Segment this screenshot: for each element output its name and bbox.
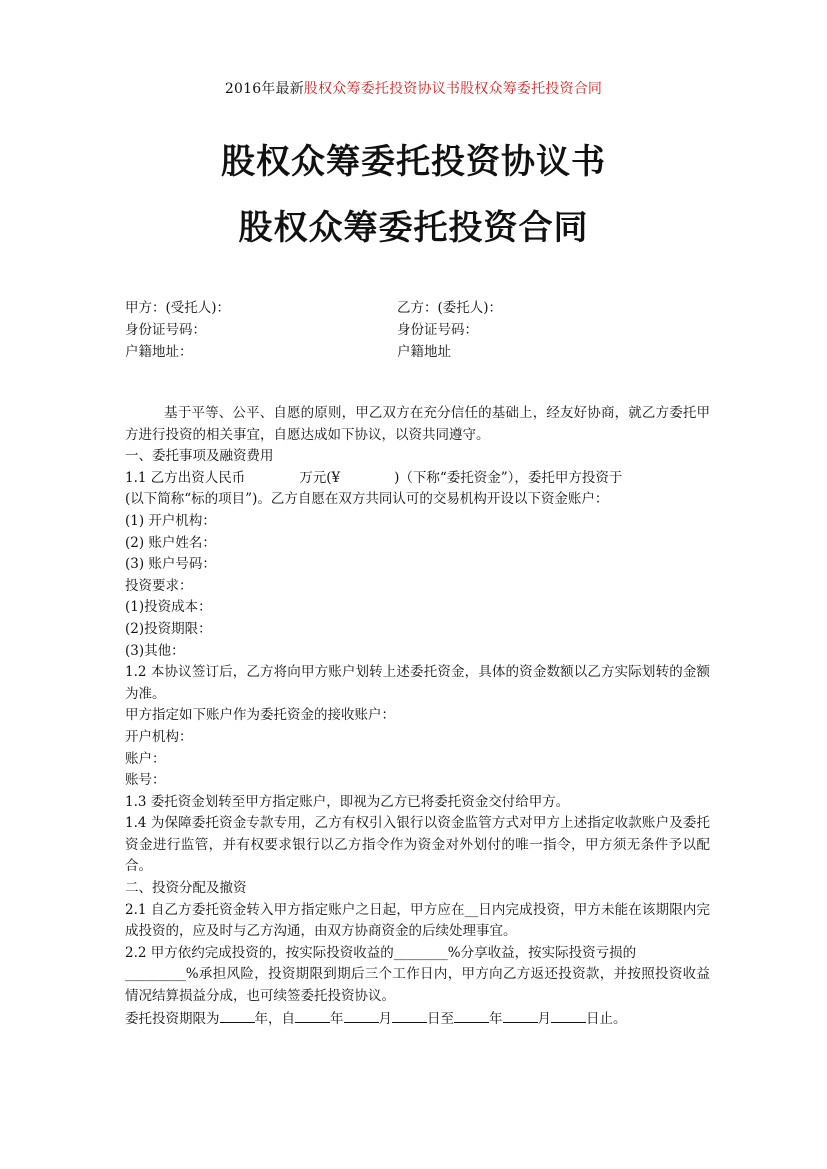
term-years-blank — [220, 1008, 255, 1023]
end-month-blank — [503, 1008, 538, 1023]
title-line-1: 股权众筹委托投资协议书 — [221, 142, 606, 182]
account-number-item: (3) 账户号码： — [125, 556, 216, 573]
account-name-item: (2) 账户姓名： — [125, 534, 216, 551]
parties-block — [125, 297, 715, 363]
investment-requirements-label: 投资要求： — [125, 577, 193, 594]
term-text-8: 日止。 — [586, 1010, 627, 1027]
end-day-blank — [551, 1008, 586, 1023]
party-a-id-label: 身份证号码： — [125, 322, 206, 338]
header-prefix: 2016年最新 — [224, 81, 304, 97]
term-text-6: 年 — [489, 1010, 503, 1027]
clause-1-1-line-1: 1.1 乙方出资人民币 万元(¥ )（下称“委托资金”），委托甲方投资于 — [125, 469, 623, 486]
clause-2-1: 2.1 自乙方委托资金转入甲方指定账户之日起，甲方应在__日内完成投资，甲方未能在该期限内完成投资的，应及时与乙方沟通，由双方协商资金的后续处理事宜。 — [125, 901, 710, 940]
clause-1-4: 1.4 为保障委托资金专款专用，乙方有权引入银行以资金监管方式对甲方上述指定收款账户及委托资金进行监管，并有权要求银行以乙方指令作为资金对外划付的唯一指令，甲方须无条件予以配合。 — [125, 815, 710, 875]
title-line-2: 股权众筹委托投资合同 — [238, 208, 589, 248]
agreement-body — [125, 403, 710, 1030]
receiving-account-label: 账户： — [125, 750, 166, 767]
start-month-blank — [344, 1008, 379, 1023]
party-a-address-label: 户籍地址： — [125, 344, 193, 360]
term-text-3: 年 — [330, 1010, 344, 1027]
term-text-5: 日至 — [427, 1010, 454, 1027]
header-highlight: 股权众筹委托投资协议书股权众筹委托投资合同 — [303, 81, 603, 97]
clause-2-2-line-2: _________%承担风险，投资期限到期后三个工作日内，甲方向乙方返还投资款，并按照投资收益情况结算损益分成，也可续签委托投资协议。 — [125, 966, 710, 1005]
requirement-term: (2)投资期限： — [125, 620, 212, 637]
requirement-other: (3)其他： — [125, 642, 185, 659]
party-a-label: 甲方：(受托人)： — [125, 300, 231, 316]
term-text-2: 年，自 — [254, 1010, 295, 1027]
receiving-bank-label: 开户机构： — [125, 728, 193, 745]
term-text-1: 委托投资期限为 — [125, 1010, 220, 1027]
start-day-blank — [392, 1008, 427, 1023]
term-text-7: 月 — [537, 1010, 551, 1027]
document-header — [0, 78, 827, 98]
receiving-account-intro: 甲方指定如下账户作为委托资金的接收账户： — [125, 707, 395, 724]
start-year-blank — [295, 1008, 330, 1023]
investment-term-line — [125, 1008, 710, 1031]
clause-2-2-line-1: 2.2 甲方依约完成投资的，按实际投资收益的________%分享收益，按实际投资亏损的 — [125, 944, 637, 961]
party-b-label: 乙方：(委托人)： — [397, 300, 503, 316]
clause-1-1-line-2: (以下简称“标的项目”)。乙方自愿在双方共同认可的交易机构开设以下资金账户： — [125, 491, 609, 508]
term-text-4: 月 — [378, 1010, 392, 1027]
intro-paragraph: 基于平等、公平、自愿的原则，甲乙双方在充分信任的基础上，经友好协商，就乙方委托甲方进行投资的相关事宜，自愿达成如下协议，以资共同遵守。 — [125, 405, 710, 443]
clause-1-3: 1.3 委托资金划转至甲方指定账户，即视为乙方已将委托资金交付给甲方。 — [125, 793, 570, 810]
party-b-address-label: 户籍地址 — [397, 344, 451, 360]
receiving-account-number-label: 账号： — [125, 772, 166, 789]
party-b-id-label: 身份证号码： — [397, 322, 478, 338]
requirement-cost: (1)投资成本： — [125, 599, 212, 616]
section-2-heading: 二、投资分配及撤资 — [125, 880, 247, 897]
section-1-heading: 一、委托事项及融资费用 — [125, 448, 274, 465]
clause-1-2: 1.2 本协议签订后，乙方将向甲方账户划转上述委托资金，具体的资金数额以乙方实际划转的金额为准。 — [125, 664, 710, 702]
end-year-blank — [454, 1008, 489, 1023]
account-bank-item: (1) 开户机构： — [125, 512, 216, 529]
